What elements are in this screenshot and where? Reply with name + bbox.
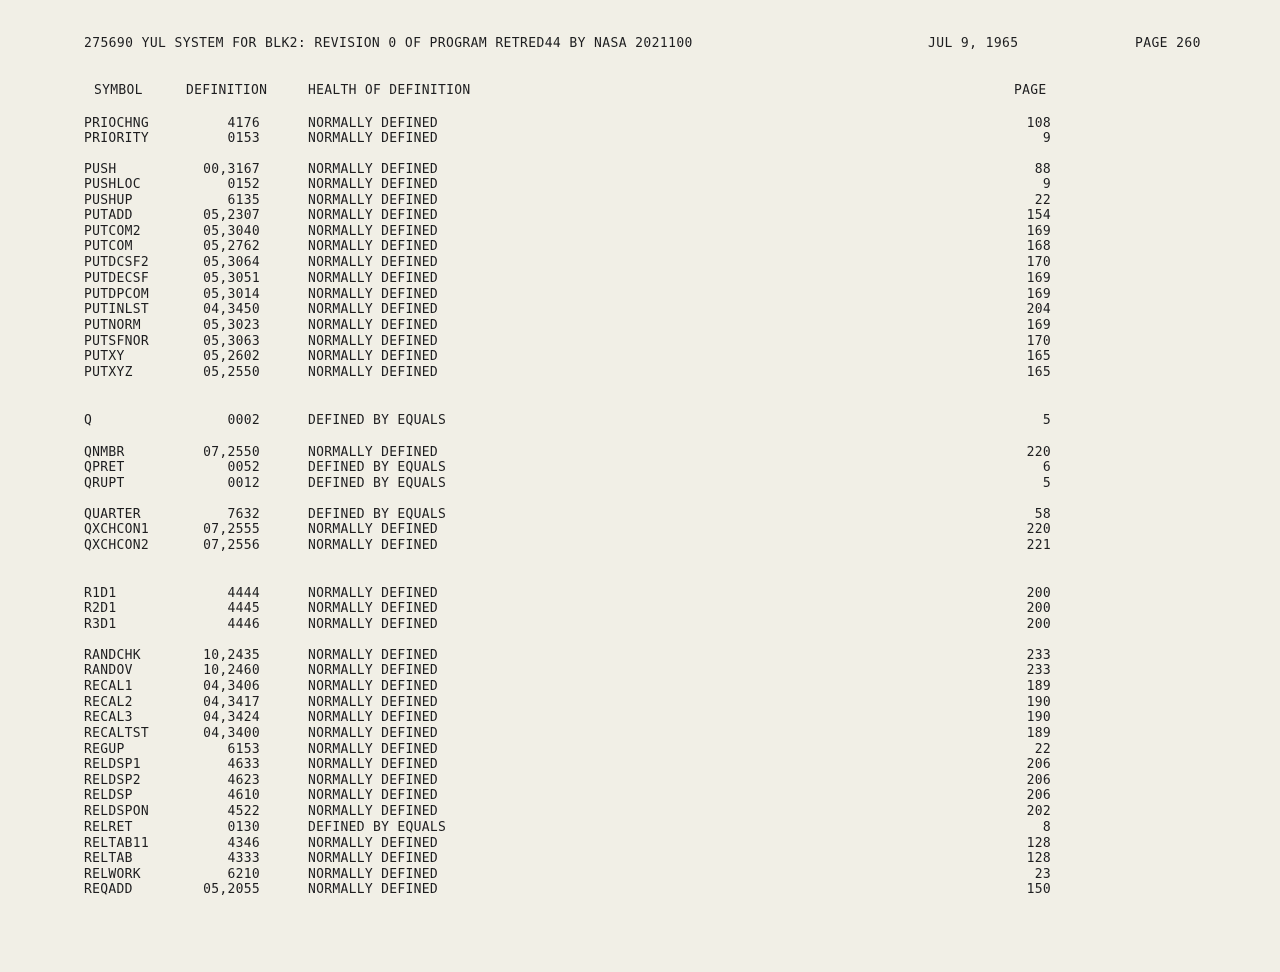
page-cell: 165: [1026, 349, 1051, 364]
symbol-cell: RANDOV: [84, 663, 133, 678]
page-cell: 150: [1026, 882, 1051, 897]
symbol-cell: PUTDPCOM: [84, 287, 150, 302]
definition-cell: 4633: [227, 757, 260, 772]
page-cell: 200: [1026, 617, 1051, 632]
symbol-cell: QXCHCON1: [84, 522, 150, 537]
page-cell: 233: [1026, 663, 1051, 678]
table-row: [0, 757, 1280, 773]
health-cell: NORMALLY DEFINED: [308, 538, 439, 553]
definition-cell: 05,2762: [203, 239, 260, 254]
table-row: [0, 648, 1280, 664]
symbol-cell: PUSH: [84, 162, 117, 177]
page-cell: 220: [1026, 445, 1051, 460]
health-cell: NORMALLY DEFINED: [308, 365, 439, 380]
health-cell: DEFINED BY EQUALS: [308, 507, 447, 522]
definition-cell: 4346: [227, 836, 260, 851]
page-cell: 154: [1026, 208, 1051, 223]
definition-cell: 10,2460: [203, 663, 260, 678]
health-cell: NORMALLY DEFINED: [308, 318, 439, 333]
symbol-cell: PUTCOM2: [84, 224, 141, 239]
column-header-health: HEALTH OF DEFINITION: [308, 83, 471, 98]
table-row: [0, 116, 1280, 132]
symbol-cell: PUTXY: [84, 349, 125, 364]
table-row: [0, 742, 1280, 758]
definition-cell: 05,2055: [203, 882, 260, 897]
symbol-cell: QXCHCON2: [84, 538, 150, 553]
symbol-cell: PUTXYZ: [84, 365, 133, 380]
health-cell: NORMALLY DEFINED: [308, 851, 439, 866]
symbol-cell: RELRET: [84, 820, 133, 835]
table-row: [0, 522, 1280, 538]
table-row: [0, 445, 1280, 461]
symbol-cell: PUTDCSF2: [84, 255, 150, 270]
symbol-cell: RELTAB: [84, 851, 133, 866]
definition-cell: 4444: [227, 586, 260, 601]
symbol-cell: PUSHUP: [84, 193, 133, 208]
symbol-cell: R3D1: [84, 617, 117, 632]
symbol-cell: PUTADD: [84, 208, 133, 223]
health-cell: NORMALLY DEFINED: [308, 271, 439, 286]
page-cell: 202: [1026, 804, 1051, 819]
symbol-cell: REGUP: [84, 742, 125, 757]
symbol-cell: QNMBR: [84, 445, 125, 460]
symbol-cell: RECAL3: [84, 710, 133, 725]
health-cell: NORMALLY DEFINED: [308, 788, 439, 803]
definition-cell: 0130: [227, 820, 260, 835]
table-row: [0, 162, 1280, 178]
health-cell: NORMALLY DEFINED: [308, 255, 439, 270]
table-row: [0, 255, 1280, 271]
page-cell: 189: [1026, 679, 1051, 694]
page-cell: 22: [1034, 193, 1051, 208]
definition-cell: 7632: [227, 507, 260, 522]
health-cell: DEFINED BY EQUALS: [308, 413, 447, 428]
symbol-cell: RELDSP1: [84, 757, 141, 772]
health-cell: DEFINED BY EQUALS: [308, 460, 447, 475]
table-row: [0, 804, 1280, 820]
definition-cell: 4333: [227, 851, 260, 866]
health-cell: NORMALLY DEFINED: [308, 162, 439, 177]
page-cell: 58: [1034, 507, 1051, 522]
table-row: [0, 287, 1280, 303]
health-cell: NORMALLY DEFINED: [308, 757, 439, 772]
page-number: PAGE 260: [1135, 36, 1201, 51]
table-row: [0, 695, 1280, 711]
table-row: [0, 820, 1280, 836]
health-cell: NORMALLY DEFINED: [308, 131, 439, 146]
page-cell: 206: [1026, 773, 1051, 788]
table-row: [0, 271, 1280, 287]
definition-cell: 05,2307: [203, 208, 260, 223]
health-cell: NORMALLY DEFINED: [308, 601, 439, 616]
symbol-cell: R2D1: [84, 601, 117, 616]
health-cell: NORMALLY DEFINED: [308, 648, 439, 663]
definition-cell: 10,2435: [203, 648, 260, 663]
table-row: [0, 538, 1280, 554]
health-cell: DEFINED BY EQUALS: [308, 820, 447, 835]
health-cell: NORMALLY DEFINED: [308, 695, 439, 710]
table-row: [0, 131, 1280, 147]
definition-cell: 05,3064: [203, 255, 260, 270]
table-row: [0, 349, 1280, 365]
page-cell: 190: [1026, 695, 1051, 710]
table-row: [0, 460, 1280, 476]
table-row: [0, 882, 1280, 898]
page-cell: 221: [1026, 538, 1051, 553]
page-cell: 169: [1026, 224, 1051, 239]
definition-cell: 6135: [227, 193, 260, 208]
symbol-cell: RELDSP2: [84, 773, 141, 788]
symbol-cell: Q: [84, 413, 93, 428]
symbol-cell: QPRET: [84, 460, 125, 475]
symbol-cell: RELDSP: [84, 788, 133, 803]
symbol-cell: RANDCHK: [84, 648, 141, 663]
definition-cell: 4445: [227, 601, 260, 616]
page-cell: 200: [1026, 586, 1051, 601]
health-cell: NORMALLY DEFINED: [308, 334, 439, 349]
page-cell: 169: [1026, 271, 1051, 286]
page-cell: 170: [1026, 334, 1051, 349]
page-cell: 128: [1026, 836, 1051, 851]
page-cell: 5: [1042, 476, 1051, 491]
table-row: [0, 679, 1280, 695]
symbol-cell: R1D1: [84, 586, 117, 601]
symbol-cell: QUARTER: [84, 507, 141, 522]
health-cell: DEFINED BY EQUALS: [308, 476, 447, 491]
health-cell: NORMALLY DEFINED: [308, 882, 439, 897]
symbol-cell: PUTCOM: [84, 239, 133, 254]
page-cell: 8: [1042, 820, 1051, 835]
table-row: [0, 586, 1280, 602]
symbol-cell: RELDSPON: [84, 804, 150, 819]
symbol-cell: PUTSFNOR: [84, 334, 150, 349]
definition-cell: 05,3051: [203, 271, 260, 286]
definition-cell: 0153: [227, 131, 260, 146]
definition-cell: 0052: [227, 460, 260, 475]
health-cell: NORMALLY DEFINED: [308, 773, 439, 788]
definition-cell: 05,2550: [203, 365, 260, 380]
page-cell: 200: [1026, 601, 1051, 616]
column-header-page: PAGE: [1014, 83, 1047, 98]
definition-cell: 04,3406: [203, 679, 260, 694]
table-row: [0, 365, 1280, 381]
definition-cell: 07,2555: [203, 522, 260, 537]
symbol-cell: RECAL2: [84, 695, 133, 710]
definition-cell: 4610: [227, 788, 260, 803]
column-header-symbol: SYMBOL: [94, 83, 143, 98]
table-row: [0, 836, 1280, 852]
health-cell: NORMALLY DEFINED: [308, 116, 439, 131]
table-row: [0, 193, 1280, 209]
page-cell: 190: [1026, 710, 1051, 725]
health-cell: NORMALLY DEFINED: [308, 710, 439, 725]
definition-cell: 04,3424: [203, 710, 260, 725]
column-header-definition: DEFINITION: [186, 83, 268, 98]
health-cell: NORMALLY DEFINED: [308, 586, 439, 601]
health-cell: NORMALLY DEFINED: [308, 804, 439, 819]
table-row: [0, 413, 1280, 429]
symbol-cell: PUTDECSF: [84, 271, 150, 286]
table-row: [0, 788, 1280, 804]
health-cell: NORMALLY DEFINED: [308, 726, 439, 741]
table-row: [0, 224, 1280, 240]
page-cell: 6: [1042, 460, 1051, 475]
symbol-cell: REQADD: [84, 882, 133, 897]
page-cell: 169: [1026, 287, 1051, 302]
definition-cell: 04,3450: [203, 302, 260, 317]
page-cell: 9: [1042, 177, 1051, 192]
definition-cell: 0152: [227, 177, 260, 192]
table-row: [0, 663, 1280, 679]
health-cell: NORMALLY DEFINED: [308, 208, 439, 223]
health-cell: NORMALLY DEFINED: [308, 663, 439, 678]
health-cell: NORMALLY DEFINED: [308, 679, 439, 694]
table-row: [0, 334, 1280, 350]
definition-cell: 0012: [227, 476, 260, 491]
symbol-cell: PUTNORM: [84, 318, 141, 333]
table-row: [0, 710, 1280, 726]
page-cell: 204: [1026, 302, 1051, 317]
definition-cell: 4522: [227, 804, 260, 819]
definition-cell: 6210: [227, 867, 260, 882]
health-cell: NORMALLY DEFINED: [308, 224, 439, 239]
page-cell: 189: [1026, 726, 1051, 741]
health-cell: NORMALLY DEFINED: [308, 836, 439, 851]
definition-cell: 05,3063: [203, 334, 260, 349]
definition-cell: 07,2550: [203, 445, 260, 460]
page-cell: 128: [1026, 851, 1051, 866]
health-cell: NORMALLY DEFINED: [308, 445, 439, 460]
definition-cell: 4623: [227, 773, 260, 788]
definition-cell: 6153: [227, 742, 260, 757]
page-cell: 108: [1026, 116, 1051, 131]
definition-cell: 05,3023: [203, 318, 260, 333]
table-row: [0, 867, 1280, 883]
table-row: [0, 726, 1280, 742]
definition-cell: 05,3040: [203, 224, 260, 239]
health-cell: NORMALLY DEFINED: [308, 867, 439, 882]
symbol-cell: RECALTST: [84, 726, 150, 741]
definition-cell: 00,3167: [203, 162, 260, 177]
table-row: [0, 476, 1280, 492]
table-row: [0, 617, 1280, 633]
health-cell: NORMALLY DEFINED: [308, 193, 439, 208]
table-row: [0, 773, 1280, 789]
listing-date: JUL 9, 1965: [928, 36, 1019, 51]
health-cell: NORMALLY DEFINED: [308, 177, 439, 192]
health-cell: NORMALLY DEFINED: [308, 239, 439, 254]
definition-cell: 04,3417: [203, 695, 260, 710]
page-cell: 22: [1034, 742, 1051, 757]
symbol-cell: RELTAB11: [84, 836, 150, 851]
table-row: [0, 851, 1280, 867]
definition-cell: 05,2602: [203, 349, 260, 364]
page-cell: 206: [1026, 788, 1051, 803]
health-cell: NORMALLY DEFINED: [308, 287, 439, 302]
table-row: [0, 507, 1280, 523]
symbol-cell: RECAL1: [84, 679, 133, 694]
page-cell: 88: [1034, 162, 1051, 177]
page-cell: 5: [1042, 413, 1051, 428]
symbol-cell: PRIORITY: [84, 131, 150, 146]
page-cell: 233: [1026, 648, 1051, 663]
table-row: [0, 177, 1280, 193]
page-cell: 165: [1026, 365, 1051, 380]
symbol-cell: PUSHLOC: [84, 177, 141, 192]
table-row: [0, 318, 1280, 334]
table-row: [0, 239, 1280, 255]
health-cell: NORMALLY DEFINED: [308, 349, 439, 364]
definition-cell: 07,2556: [203, 538, 260, 553]
symbol-cell: PUTINLST: [84, 302, 150, 317]
definition-cell: 4446: [227, 617, 260, 632]
symbol-cell: QRUPT: [84, 476, 125, 491]
page-cell: 169: [1026, 318, 1051, 333]
health-cell: NORMALLY DEFINED: [308, 522, 439, 537]
listing-header-ident: 275690 YUL SYSTEM FOR BLK2: REVISION 0 OF PROGRAM RETRED44 BY NASA 2021100: [84, 36, 693, 51]
table-row: [0, 302, 1280, 318]
definition-cell: 0002: [227, 413, 260, 428]
page-cell: 23: [1034, 867, 1051, 882]
page-cell: 9: [1042, 131, 1051, 146]
table-row: [0, 601, 1280, 617]
definition-cell: 4176: [227, 116, 260, 131]
page-cell: 220: [1026, 522, 1051, 537]
symbol-cell: PRIOCHNG: [84, 116, 150, 131]
page-cell: 206: [1026, 757, 1051, 772]
health-cell: NORMALLY DEFINED: [308, 302, 439, 317]
symbol-cell: RELWORK: [84, 867, 141, 882]
health-cell: NORMALLY DEFINED: [308, 617, 439, 632]
table-row: [0, 208, 1280, 224]
definition-cell: 04,3400: [203, 726, 260, 741]
page-cell: 168: [1026, 239, 1051, 254]
page-cell: 170: [1026, 255, 1051, 270]
health-cell: NORMALLY DEFINED: [308, 742, 439, 757]
definition-cell: 05,3014: [203, 287, 260, 302]
